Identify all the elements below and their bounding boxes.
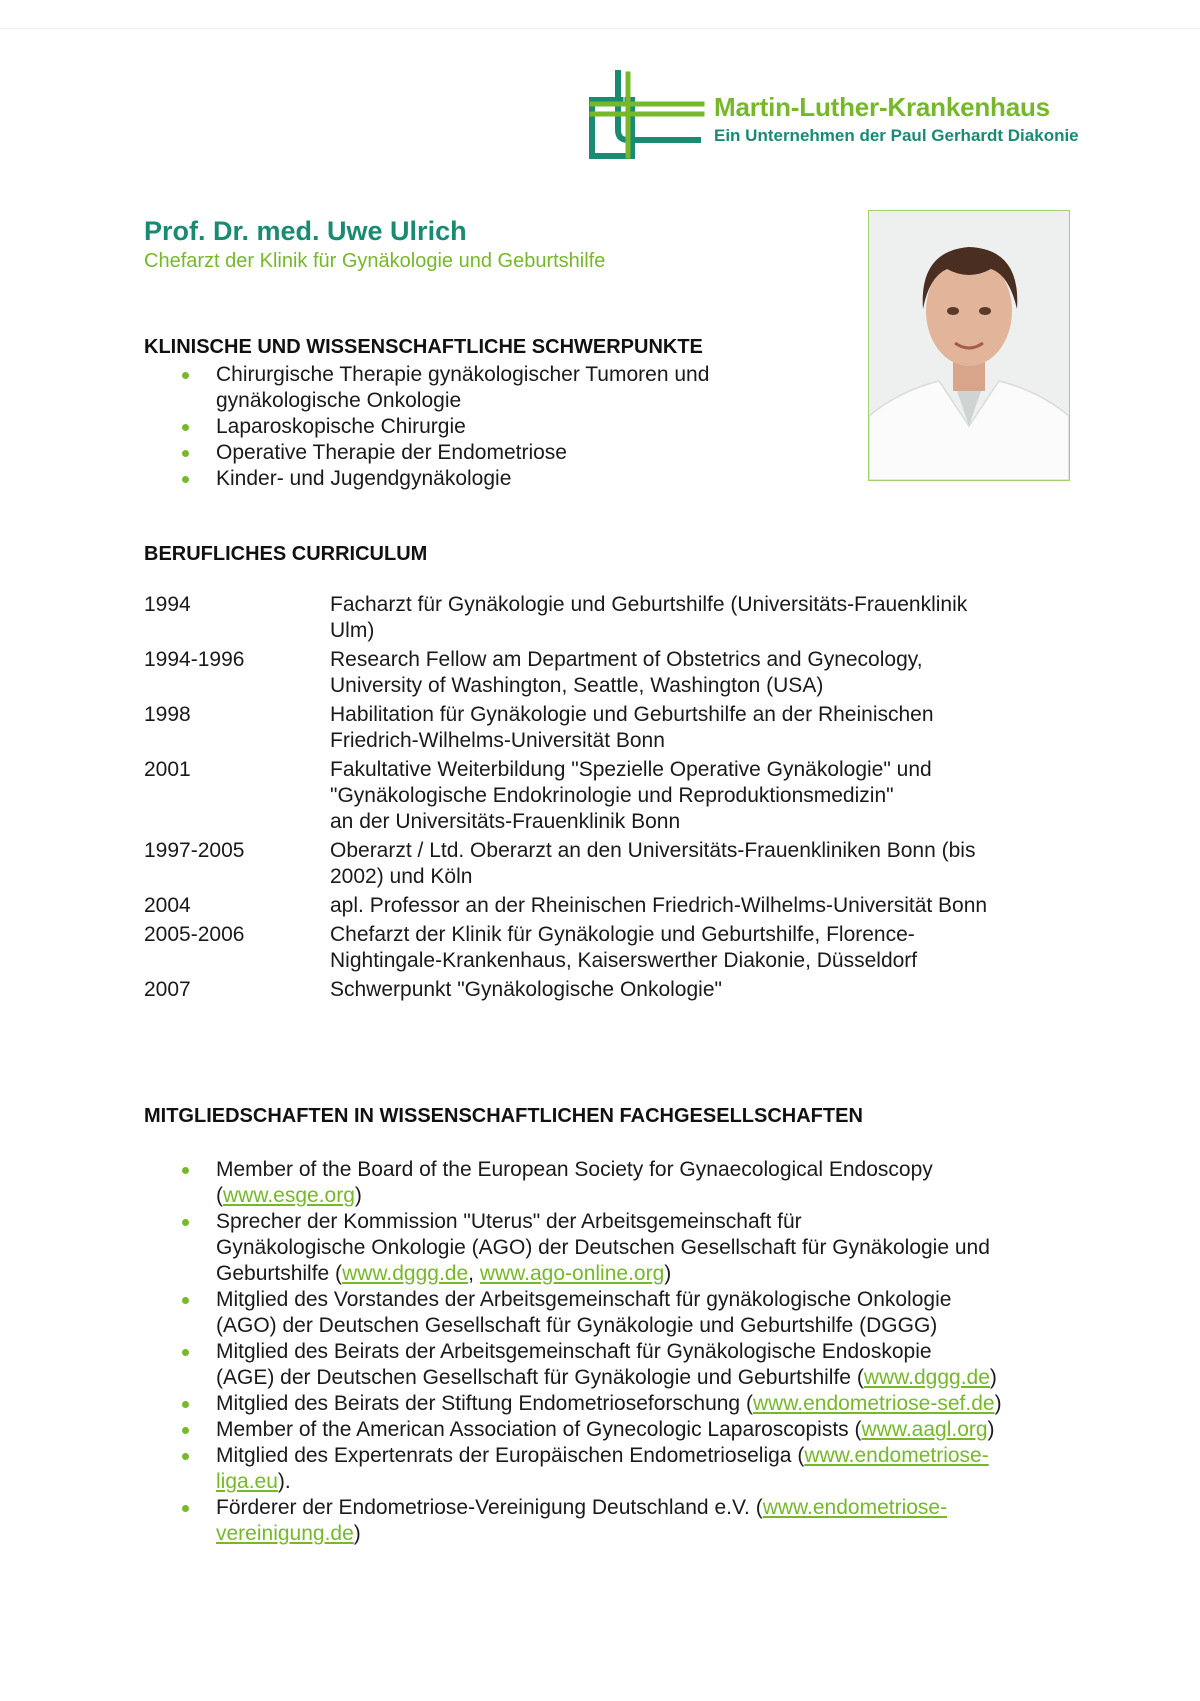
curriculum-row [144,838,1044,890]
curriculum-line: University of Washington, Seattle, Washington (USA) [330,674,824,697]
focus-item-text: Chirurgische Therapie gynäkologischer Tumoren und [216,363,710,386]
focus-heading: KLINISCHE UND WISSENSCHAFTLICHE SCHWERPUNKTE [144,336,703,358]
curriculum-line: Habilitation für Gynäkologie und Geburtshilfe an der Rheinischen [330,703,934,726]
curriculum-heading: BERUFLICHES CURRICULUM [144,543,428,565]
curriculum-line: Chefarzt der Klinik für Gynäkologie und Geburtshilfe, Florence- [330,923,915,946]
membership-text: (AGO) der Deutschen Gesellschaft für Gynäkologie und Geburtshilfe (DGGG) [216,1314,938,1337]
focus-list [144,362,864,492]
focus-item-text: Operative Therapie der Endometriose [216,441,567,464]
curriculum-row [144,922,1044,974]
curriculum-row [144,757,1044,835]
curriculum-year: 2001 [144,758,191,781]
curriculum-row [144,647,1044,699]
website-link[interactable]: www.esge.org [223,1184,355,1207]
bullet-icon [182,476,189,483]
curriculum-description [330,922,1044,974]
focus-item-text: Laparoskopische Chirurgie [216,415,466,438]
membership-text: ) [664,1262,672,1285]
membership-item [144,1209,1064,1287]
membership-text: Mitglied des Beirats der Stiftung Endometrioseforschung ( [216,1392,753,1415]
bullet-icon [182,450,189,457]
membership-text: ) [354,1184,362,1207]
curriculum-year: 1997-2005 [144,839,245,862]
bullet-icon [182,1453,189,1460]
bullet-icon [182,1427,189,1434]
curriculum-description [330,893,1044,919]
membership-text: Member of the Board of the European Society for Gynaecological Endoscopy [216,1158,933,1181]
curriculum-description [330,592,1044,644]
membership-text: , [468,1262,480,1285]
curriculum-line: "Gynäkologische Endokrinologie und Reproduktionsmedizin" [330,784,894,807]
membership-text: (AGE) der Deutschen Gesellschaft für Gynäkologie und Geburtshilfe ( [216,1366,864,1389]
curriculum-year: 2007 [144,978,191,1001]
focus-item [144,414,864,440]
membership-text: Mitglied des Vorstandes der Arbeitsgemeinschaft für gynäkologische Onkologie [216,1288,952,1311]
membership-text: ) [989,1366,997,1389]
bullet-icon [182,1219,189,1226]
membership-text: ). [277,1470,291,1493]
curriculum-line: Schwerpunkt "Gynäkologische Onkologie" [330,978,722,1001]
membership-text: Sprecher der Kommission "Uterus" der Arbeitsgemeinschaft für [216,1210,802,1233]
membership-text: Member of the American Association of Gynecologic Laparoscopists ( [216,1418,862,1441]
membership-text: Mitglied des Beirats der Arbeitsgemeinschaft für Gynäkologische Endoskopie [216,1340,932,1363]
bullet-icon [182,1401,189,1408]
curriculum-line: an der Universitäts-Frauenklinik Bonn [330,810,681,833]
curriculum-line: Oberarzt / Ltd. Oberarzt an den Universitäts-Frauenkliniken Bonn (bis [330,839,976,862]
curriculum-row [144,893,1044,919]
curriculum-year: 1994 [144,593,191,616]
website-link[interactable]: www.aagl.org [861,1418,988,1441]
curriculum-line: Friedrich-Wilhelms-Universität Bonn [330,729,665,752]
membership-text: Mitglied des Expertenrats der Europäischen Endometrioseliga ( [216,1444,805,1467]
membership-text: Förderer der Endometriose-Vereinigung Deutschland e.V. ( [216,1496,763,1519]
curriculum-line: Fakultative Weiterbildung "Spezielle Operative Gynäkologie" und [330,758,932,781]
curriculum-description [330,757,1044,835]
curriculum-row [144,702,1044,754]
membership-text: Gynäkologische Onkologie (AGO) der Deutschen Gesellschaft für Gynäkologie und [216,1236,990,1259]
curriculum-line: Facharzt für Gynäkologie und Geburtshilfe (Universitäts-Frauenklinik [330,593,968,616]
membership-text: ) [994,1392,1002,1415]
website-link[interactable]: www.endometriose-sef.de [752,1392,995,1415]
membership-item [144,1495,1064,1547]
person-portrait-icon [869,211,1069,480]
website-link[interactable]: vereinigung.de [216,1522,354,1545]
curriculum-line: apl. Professor an der Rheinischen Friedrich-Wilhelms-Universität Bonn [330,894,988,917]
membership-item [144,1287,1064,1339]
website-link[interactable]: www.dggg.de [863,1366,990,1389]
focus-item [144,466,864,492]
curriculum-description [330,702,1044,754]
bullet-icon [182,424,189,431]
website-link[interactable]: www.dggg.de [342,1262,469,1285]
membership-item [144,1339,1064,1391]
curriculum-line: 2002) und Köln [330,865,473,888]
website-link[interactable]: www.ago-online.org [479,1262,665,1285]
memberships-list [144,1157,1064,1547]
curriculum-year: 1998 [144,703,191,726]
curriculum-year: 2005-2006 [144,923,245,946]
logo-mark-icon [588,70,708,162]
curriculum-line: Research Fellow am Department of Obstetrics and Gynecology, [330,648,923,671]
bullet-icon [182,1167,189,1174]
curriculum-description [330,977,1044,1003]
website-link[interactable]: www.endometriose- [762,1496,948,1519]
website-link[interactable]: liga.eu [216,1470,278,1493]
curriculum-row [144,977,1044,1003]
curriculum-description [330,838,1044,890]
page-edge-line [0,28,1200,29]
bullet-icon [182,1297,189,1304]
memberships-heading: MITGLIEDSCHAFTEN IN WISSENSCHAFTLICHEN FACHGESELLSCHAFTEN [144,1105,863,1127]
curriculum-description [330,647,1044,699]
focus-item [144,362,864,414]
curriculum-table [144,592,1044,1003]
membership-item [144,1443,1064,1495]
hospital-logo [588,70,1079,162]
membership-item [144,1391,1064,1417]
membership-text: ) [353,1522,361,1545]
focus-item-text: gynäkologische Onkologie [216,389,462,412]
focus-item-text: Kinder- und Jugendgynäkologie [216,467,512,490]
membership-text: ( [216,1184,223,1207]
bullet-icon [182,372,189,379]
portrait-photo [868,210,1070,481]
membership-text: Geburtshilfe ( [216,1262,343,1285]
logo-name: Martin-Luther-Krankenhaus [714,92,1050,122]
bullet-icon [182,1349,189,1356]
logo-tagline: Ein Unternehmen der Paul Gerhardt Diakonie [714,126,1079,145]
person-role: Chefarzt der Klinik für Gynäkologie und Geburtshilfe [144,250,606,272]
membership-item [144,1417,1064,1443]
person-name: Prof. Dr. med. Uwe Ulrich [144,216,467,246]
curriculum-year: 1994-1996 [144,648,245,671]
curriculum-year: 2004 [144,894,191,917]
curriculum-line: Ulm) [330,619,375,642]
website-link[interactable]: www.endometriose- [804,1444,989,1467]
membership-text: ) [987,1418,995,1441]
curriculum-row [144,592,1044,644]
focus-item [144,440,864,466]
curriculum-line: Nightingale-Krankenhaus, Kaiserswerther Diakonie, Düsseldorf [330,949,918,972]
bullet-icon [182,1505,189,1512]
membership-item [144,1157,1064,1209]
